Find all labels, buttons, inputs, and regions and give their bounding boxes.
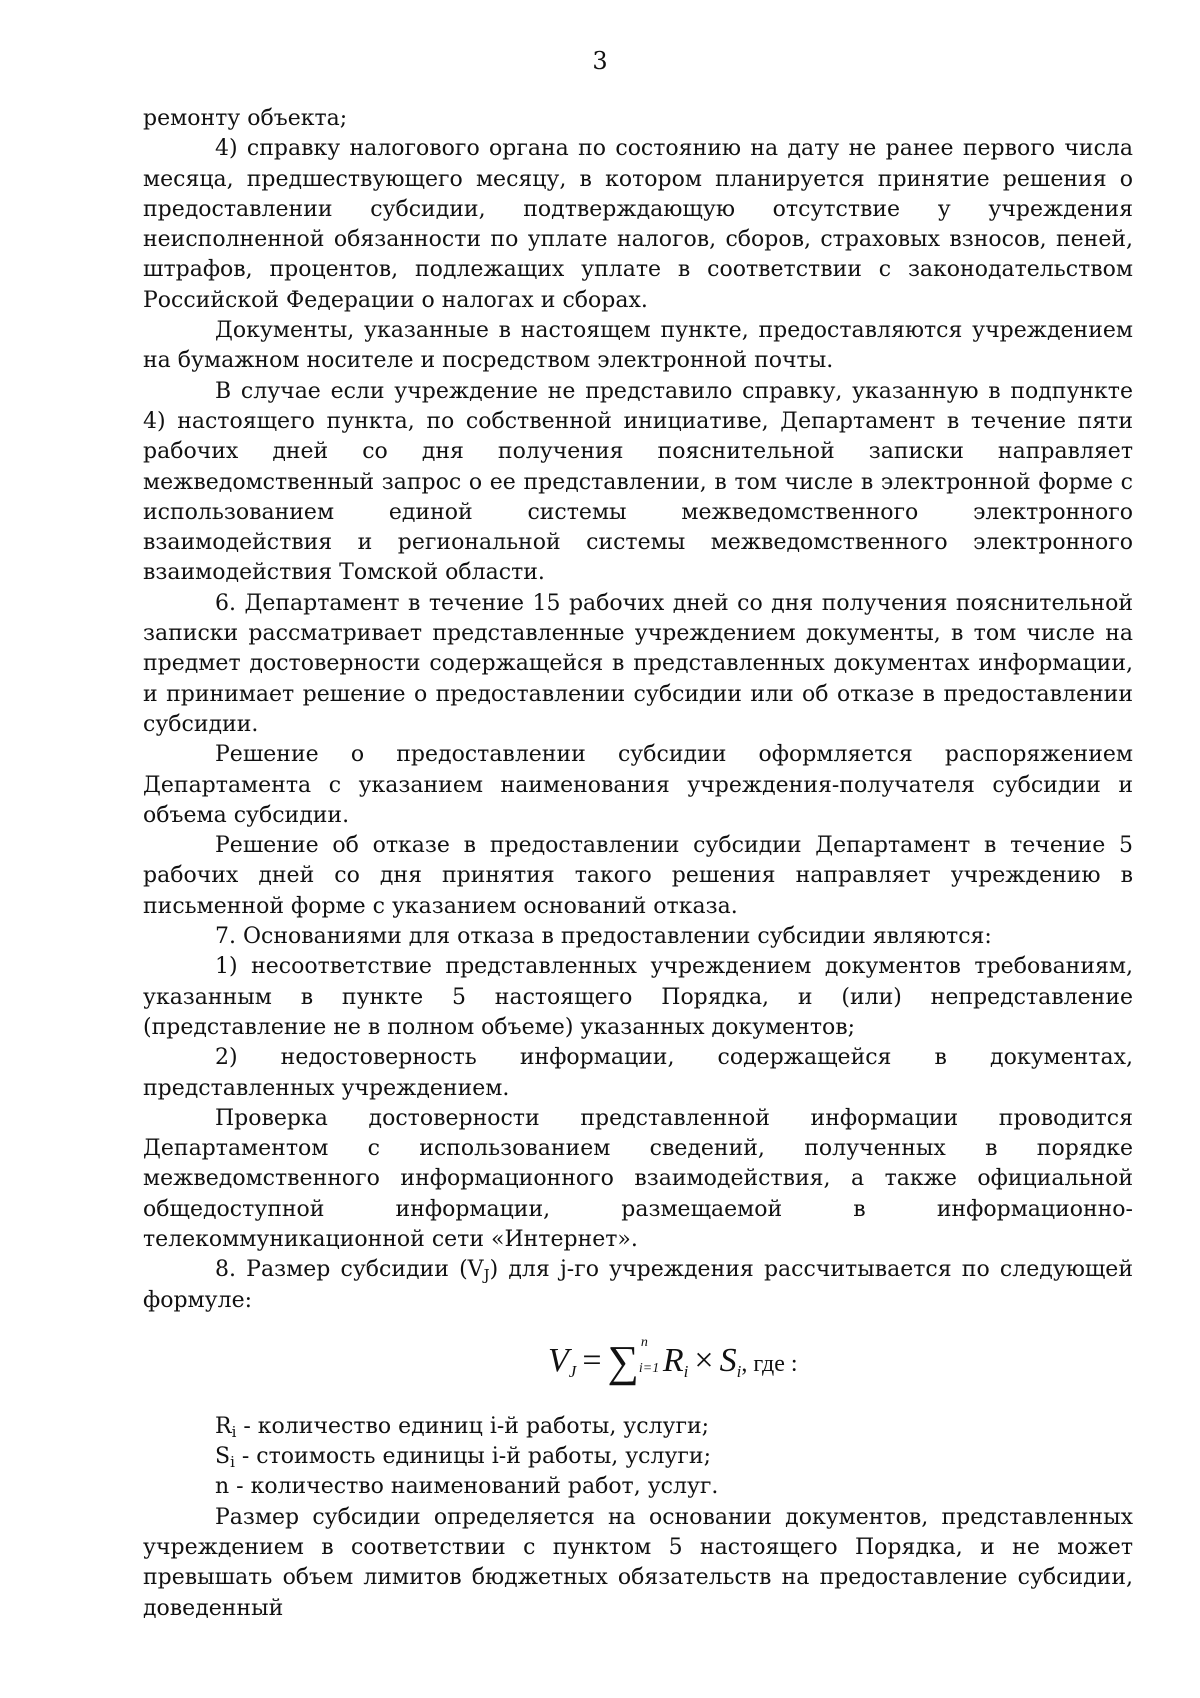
definition-s: $S_i$ - стоимость единицы i-й работы, услуги; (215, 1444, 712, 1472)
paragraph: 7. Основаниями для отказа в предоставлении субсидии являются: (215, 924, 992, 950)
sum-upper-limit: n (640, 1334, 648, 1350)
paragraph: 4) справку налогового органа по состоянию на дату не ранее первого числа месяца, предшествующего месяцу, в котором планируется принятие решения о предоставлении субсидии, подтверждающую отсутствие у учреждения неисполненной обязанности по уплате налогов, сборов, страховых взносов, пеней, штрафов, процентов, подлежащих уплате в соответствии с законодательством Российской Федерации о налогах и сборах. (143, 136, 1133, 313)
paragraph: В случае если учреждение не представило справку, указанную в подпункте 4) настоящего пункта, по собственной инициативе, Департамент в течение пяти рабочих дней со дня получения пояснительной записки направляет межведомственный запрос о ее представлении, в том числе в электронной форме с использованием единой системы межведомственного электронного взаимодействия и региональной системы межведомственного электронного взаимодействия Томской области. (143, 378, 1133, 586)
paragraph: 2) недостоверность информации, содержащейся в документах, представленных учреждением. (143, 1045, 1133, 1101)
formula-r: R (662, 1341, 684, 1379)
formula-times: × (694, 1341, 714, 1379)
page-number: 3 (592, 47, 608, 75)
formula-s: S (719, 1341, 737, 1379)
formula-tail: , где : (741, 1350, 798, 1377)
paragraph: Решение о предоставлении субсидии оформляется распоряжением Департамента с указанием наименования учреждения-получателя субсидии и объема субсидии. (143, 742, 1133, 828)
formula-equals: = (582, 1341, 602, 1379)
paragraph: Документы, указанные в настоящем пункте, предоставляются учреждением на бумажном носителе и посредством электронной почты. (143, 318, 1133, 374)
paragraph: 1) несоответствие представленных учреждением документов требованиям, указанным в пункте 5 настоящего Порядка, и (или) непредставление (представление не в полном объеме) указанных документов; (143, 954, 1133, 1040)
definition-r: $R_i$ - количество единиц i-й работы, услуги; (215, 1413, 710, 1441)
paragraph: Решение об отказе в предоставлении субсидии Департамент в течение 5 рабочих дней со дня принятия такого решения направляет учреждению в письменной форме с указанием оснований отказа. (143, 833, 1133, 919)
definition-n: n - количество наименований работ, услуг. (215, 1474, 719, 1500)
summation-symbol: ∑ (607, 1336, 639, 1386)
paragraph-subsidy-size (143, 1255, 1133, 1316)
paragraph: 6. Департамент в течение 15 рабочих дней со дня получения пояснительной записки рассматривает представленные учреждением документы, в том числе на предмет достоверности содержащейся в представленных документах информации, и принимает решение о предоставлении субсидии или об отказе в предоставлении субсидии. (143, 590, 1133, 737)
sum-lower-limit: i=1 (638, 1360, 660, 1376)
para8-subscript: J (483, 1266, 490, 1285)
closing-paragraph: Размер субсидии определяется на основании документов, представленных учреждением в соответствии с пунктом 5 настоящего Порядка, и не может превышать объем лимитов бюджетных обязательств на предоставление субсидии, доведенный (143, 1504, 1133, 1621)
formula-lhs: V (548, 1341, 569, 1379)
para8-before: 8. Размер субсидии (V (215, 1257, 484, 1283)
formula-lhs-subscript: J (568, 1361, 577, 1381)
para8-after: ) для j-го учреждения рассчитывается по следующей формуле: (143, 1257, 1133, 1313)
subsidy-formula (143, 1316, 1133, 1412)
paragraph: ремонту объекта; (143, 106, 348, 131)
formula-r-subscript: i (683, 1361, 689, 1381)
formula-s-subscript: i (736, 1361, 742, 1381)
paragraph: Проверка достоверности представленной информации проводится Департаментом с использованием сведений, полученных в порядке межведомственного информационного взаимодействия, а также официальной общедоступной информации, размещаемой в информационно-телекоммуникационной сети «Интернет». (143, 1105, 1133, 1252)
document-body (143, 104, 1133, 1624)
